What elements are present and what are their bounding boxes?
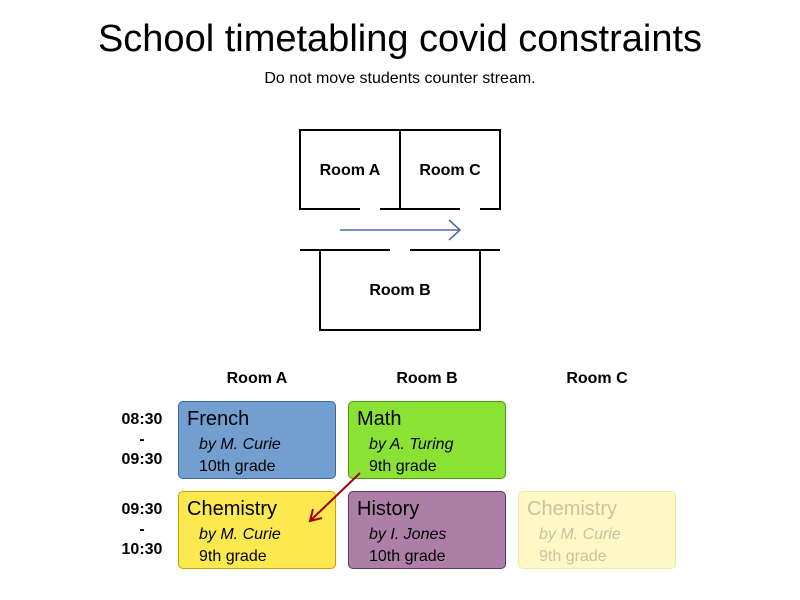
lesson-grade: 10th grade (199, 458, 276, 475)
timeslot-start: 08:30 (121, 411, 163, 428)
lesson-grade: 9th grade (369, 458, 437, 475)
timeslot-start: 09:30 (121, 501, 163, 518)
lesson-teacher: by M. Curie (199, 526, 281, 543)
lesson-subject: Chemistry (527, 498, 618, 520)
lesson-teacher: by M. Curie (539, 526, 621, 543)
room-b-label: Room B (369, 282, 431, 299)
lesson-card-history[interactable] (348, 491, 506, 569)
lesson-teacher: by A. Turing (369, 436, 454, 453)
lesson-subject: History (357, 498, 420, 520)
room-a-label: Room A (319, 162, 381, 179)
lesson-subject: Math (357, 408, 402, 430)
timeslot-end: 10:30 (121, 541, 163, 558)
timeslot-sep: - (139, 521, 145, 538)
lesson-card-chemistry-faded[interactable] (518, 491, 676, 569)
stream-direction-arrow (340, 220, 460, 240)
lesson-grade: 10th grade (369, 548, 446, 565)
timeslot-end: 09:30 (121, 451, 163, 468)
lesson-teacher: by I. Jones (369, 526, 447, 543)
lesson-grade: 9th grade (199, 548, 267, 565)
column-header-room-b: Room B (396, 370, 458, 387)
lesson-teacher: by M. Curie (199, 436, 281, 453)
lesson-card-chemistry[interactable] (178, 491, 336, 569)
timeslot-2 (112, 500, 172, 560)
lesson-card-french[interactable] (178, 401, 336, 479)
timeslot-sep: - (139, 431, 145, 448)
room-c-label: Room C (419, 162, 481, 179)
lesson-grade: 9th grade (539, 548, 607, 565)
column-header-room-c: Room C (566, 370, 628, 387)
lesson-subject: Chemistry (187, 498, 278, 520)
diagram-subtitle: Do not move students counter stream. (264, 70, 536, 87)
diagram-title: School timetabling covid constraints (97, 18, 703, 60)
lesson-card-math[interactable] (348, 401, 506, 479)
column-header-room-a: Room A (226, 370, 288, 387)
lesson-subject: French (187, 408, 250, 430)
timeslot-1 (112, 410, 172, 470)
